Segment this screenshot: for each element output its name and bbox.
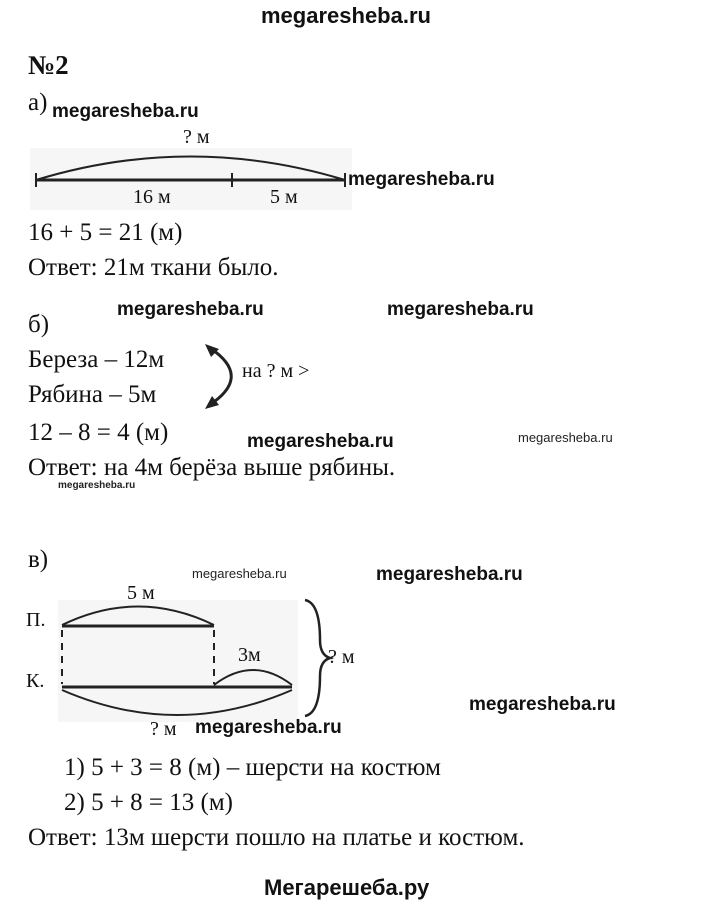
answer-b: Ответ: на 4м берёза выше рябины. xyxy=(28,454,396,481)
brace-label: ? м xyxy=(328,646,355,668)
row-label-k: К. xyxy=(26,670,45,692)
equation-b: 12 – 8 = 4 (м) xyxy=(28,419,169,446)
watermark-b-2: megaresheba.ru xyxy=(387,299,534,320)
watermark-c-3: megaresheba.ru xyxy=(195,717,342,738)
equation-a: 16 + 5 = 21 (м) xyxy=(28,219,183,246)
watermark-b-5: megaresheba.ru xyxy=(58,480,136,491)
watermark-a-diagram: megaresheba.ru xyxy=(348,169,495,190)
row-label-p: П. xyxy=(26,609,46,631)
part-c-label: в) xyxy=(28,546,49,573)
step-1: 1) 5 + 3 = 8 (м) – шерсти на костюм xyxy=(64,754,441,781)
top-length-label: 5 м xyxy=(127,582,155,604)
segment-1-label: 16 м xyxy=(133,186,171,208)
extra-length-label: 3м xyxy=(238,644,261,666)
bottom-length-label: ? м xyxy=(150,718,177,740)
watermark-a: megaresheba.ru xyxy=(52,101,199,122)
answer-c: Ответ: 13м шерсти пошло на платье и костюм. xyxy=(28,824,525,851)
watermark-b-1: megaresheba.ru xyxy=(117,299,264,320)
footer-watermark[interactable]: Мегарешеба.ру xyxy=(264,875,430,900)
watermark-c-4: megaresheba.ru xyxy=(469,694,616,715)
step-2: 2) 5 + 8 = 13 (м) xyxy=(64,789,233,816)
watermark-c-2: megaresheba.ru xyxy=(376,564,523,585)
part-a-label: а) xyxy=(28,89,48,116)
watermark-b-4: megaresheba.ru xyxy=(518,430,613,445)
header-watermark[interactable]: megaresheba.ru xyxy=(261,3,431,28)
total-length-label: ? м xyxy=(183,126,210,148)
rowan-line: Рябина – 5м xyxy=(28,381,157,408)
answer-a: Ответ: 21м ткани было. xyxy=(28,254,279,281)
part-b-label: б) xyxy=(28,311,50,338)
birch-line: Береза – 12м xyxy=(28,346,165,373)
watermark-c-1: megaresheba.ru xyxy=(192,566,287,581)
watermark-b-3: megaresheba.ru xyxy=(247,431,394,452)
segment-2-label: 5 м xyxy=(270,186,298,208)
comparison-label: на ? м > xyxy=(242,360,310,382)
task-number: №2 xyxy=(28,50,69,80)
